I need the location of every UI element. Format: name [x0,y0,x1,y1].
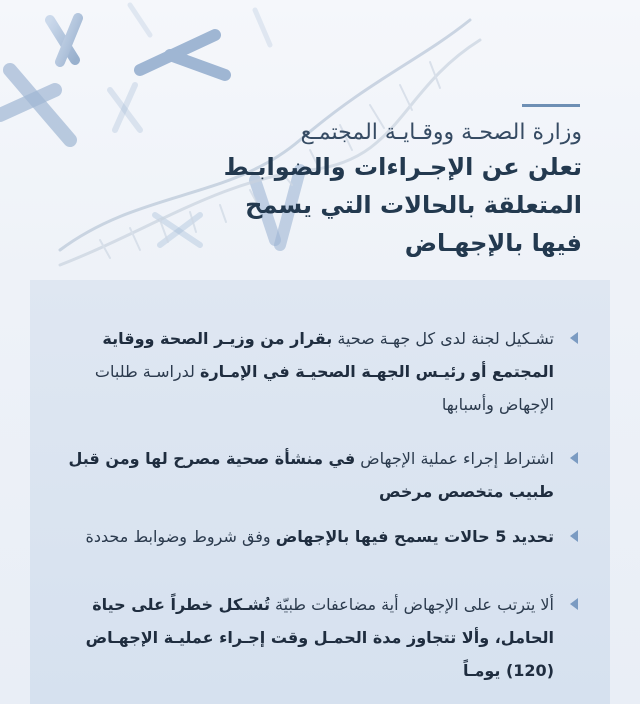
list-item: تحديد 5 حالات يسمح فيها بالإجهاض وفق شروط وضوابط محددة [46,520,582,553]
bullet-arrow-icon [570,530,578,542]
list-item: ألا يترتب على الإجهاض أية مضاعفات طبيّة تُشـكل خطراً على حياة الحامل، وألا تتجاوز مدة الحمـل وقت إجـراء عمليـة الإجهـاض (120) يومـاً [46,588,582,687]
headline-line-2: المتعلقة بالحالات التي يسمح [245,191,582,219]
bullet-arrow-icon [570,452,578,464]
chromosome-icon [50,18,78,62]
headline-line-3: فيها بالإجهـاض [404,229,582,257]
ministry-name: وزارة الصحـة ووقـايـة المجتمـع [300,120,582,145]
header [62,118,582,262]
headline-line-1: تعلن عن الإجـراءات والضوابـط [223,153,582,181]
bullet-arrow-icon [570,332,578,344]
list-item: اشتراط إجراء عملية الإجهاض في منشأة صحية مصرح لها ومن قبل طبيب متخصص مرخص [46,442,582,508]
header-divider [522,104,580,107]
bullet-arrow-icon [570,598,578,610]
list-item: تشـكيل لجنة لدى كل جهـة صحية بقرار من وزيـر الصحة ووقاية المجتمع أو رئيـس الجهـة الصحيـة في الإمـارة لدراسـة طلبات الإجهاض وأسبابها [46,322,582,421]
